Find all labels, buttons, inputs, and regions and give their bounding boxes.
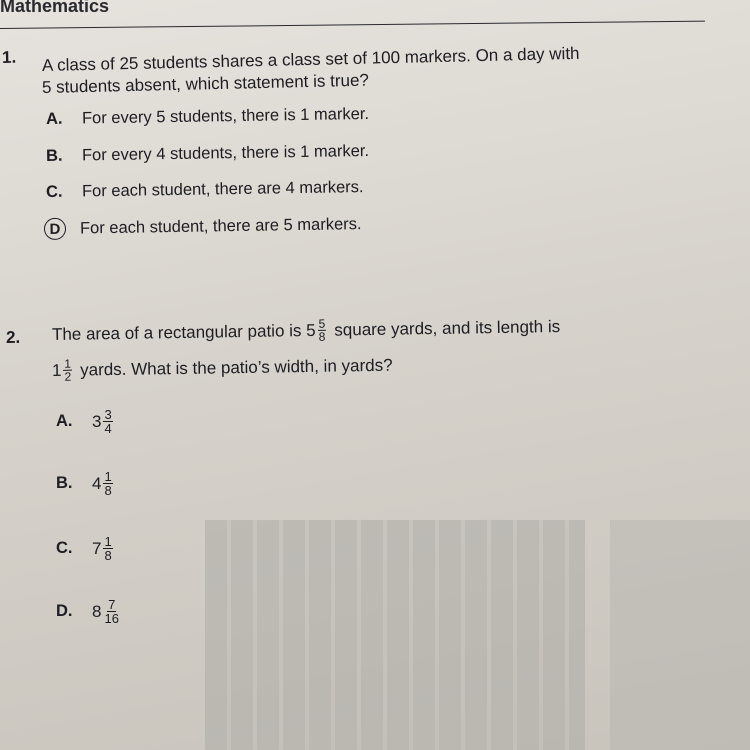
option-denominator: 8 (104, 483, 112, 498)
bleed-through-block (610, 520, 750, 750)
option-text: For each student, there are 5 markers. (79, 214, 362, 237)
length-fraction (63, 358, 72, 383)
option-denominator: 4 (104, 421, 112, 436)
question-1-number: 1. (1, 47, 17, 67)
area-fraction-denominator: 8 (318, 329, 326, 344)
option-letter: B. (45, 146, 63, 165)
question-2-option-a[interactable] (56, 408, 115, 435)
area-fraction-numerator: 5 (318, 316, 326, 331)
option-mixed-number (92, 598, 122, 625)
length-fraction-numerator: 1 (64, 356, 72, 371)
option-fraction (103, 470, 112, 497)
question-1-line-2: 5 students absent, which statement is true? (41, 70, 370, 97)
option-numerator: 1 (104, 469, 112, 484)
option-fraction (103, 535, 112, 562)
question-2-line-1 (52, 314, 561, 347)
question-1-option-c[interactable] (46, 178, 364, 202)
selected-answer-circle: D (44, 218, 66, 240)
option-fraction (103, 598, 119, 625)
option-letter: A. (45, 109, 63, 128)
option-numerator: 3 (104, 407, 112, 422)
question-2-option-d[interactable] (56, 598, 122, 625)
area-fraction (317, 318, 326, 343)
option-letter: B. (56, 474, 73, 492)
option-mixed-number (92, 535, 115, 562)
option-whole: 8 (92, 601, 102, 621)
subject-title: Mathematics (0, 0, 110, 16)
option-denominator: 8 (104, 548, 112, 563)
question-1-option-a[interactable] (46, 105, 369, 129)
option-letter: C. (45, 182, 63, 201)
option-text: For every 4 students, there is 1 marker. (81, 141, 370, 165)
option-fraction (103, 408, 112, 435)
option-letter: D. (56, 602, 73, 620)
question-1-option-b[interactable] (46, 142, 369, 166)
option-text: For every 5 students, there is 1 marker. (81, 104, 370, 128)
option-numerator: 7 (108, 597, 116, 612)
question-1-line-1: A class of 25 students shares a class set of 100 markers. On a day with (41, 43, 580, 75)
option-numerator: 1 (104, 534, 112, 549)
question-2-text-end: yards. What is the patio’s width, in yards? (79, 355, 393, 380)
question-2-number: 2. (5, 327, 21, 347)
question-2-text-start: The area of a rectangular patio is 5 (51, 320, 316, 344)
option-denominator: 16 (104, 611, 119, 626)
question-2-option-c[interactable] (56, 535, 115, 562)
question-2-text-middle: square yards, and its length is (334, 316, 561, 340)
option-text: For each student, there are 4 markers. (81, 178, 364, 201)
length-fraction-denominator: 2 (64, 369, 72, 384)
option-letter: A. (56, 412, 73, 430)
option-mixed-number (92, 408, 115, 435)
option-whole: 4 (92, 473, 102, 493)
question-2-line-2 (52, 353, 393, 383)
option-mixed-number (92, 470, 115, 497)
header-rule (0, 21, 705, 29)
option-whole: 3 (92, 411, 102, 431)
question-1-option-d[interactable] (46, 213, 362, 240)
option-whole: 7 (92, 538, 102, 558)
option-letter: C. (56, 539, 73, 557)
bleed-through-grid (205, 520, 585, 750)
length-whole: 1 (51, 360, 62, 380)
question-2-option-b[interactable] (56, 470, 115, 497)
